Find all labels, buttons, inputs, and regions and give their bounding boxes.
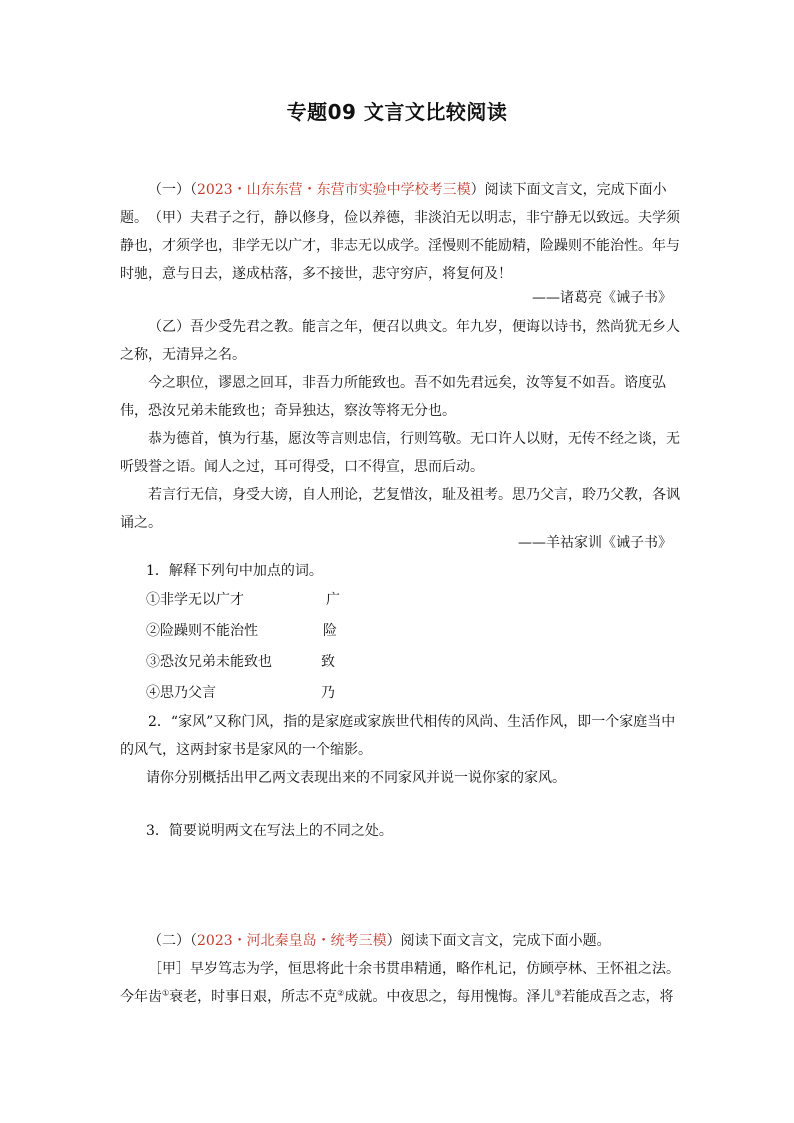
footnote-marker-1: ① bbox=[162, 988, 170, 998]
q1-item-sentence: ③恐汝兄弟未能致也 bbox=[146, 654, 272, 670]
section2-intro-prefix: （二）（ bbox=[148, 933, 197, 949]
section1-jia-attribution: ——诸葛亮《诫子书》 bbox=[532, 290, 672, 306]
q1-item-sentence: ②险躁则不能治性 bbox=[146, 623, 258, 639]
section1-passage-yi-p1: （乙）吾少受先君之教。能言之年，便召以典文。年九岁，便诲以诗书，然尚犹无乡人之称，无清异之名。 bbox=[120, 319, 680, 363]
question-1: 1．解释下列句中加点的词。 bbox=[146, 563, 323, 579]
section2-passage-jia bbox=[120, 955, 680, 1011]
q1-item-word: 致 bbox=[321, 654, 335, 670]
q1-item-word: 险 bbox=[323, 623, 337, 639]
question-3: 3．简要说明两文在写法上的不同之处。 bbox=[146, 823, 393, 839]
section1-intro-suffix: ）阅读下面文言文，完成下面小题。 bbox=[120, 182, 667, 226]
section2-intro-suffix: ）阅读下面文言文，完成下面小题。 bbox=[386, 933, 611, 949]
section2-jia-text-c: 成就。中夜思之，每用愧悔。泽儿 bbox=[344, 989, 555, 1005]
section2-jia-text-d: 若能成吾之志，将 bbox=[561, 989, 674, 1005]
q1-item-sentence: ④思乃父言 bbox=[146, 685, 216, 701]
section1-yi-attribution: ——羊祜家训《诫子书》 bbox=[518, 535, 672, 551]
q1-item-word: 乃 bbox=[321, 685, 335, 701]
question-2: 2．“家风”又称门风，指的是家庭或家族世代相传的风尚、生活作风，即一个家庭当中的风气，这两封家书是家风的一个缩影。 bbox=[120, 714, 676, 758]
q1-item-sentence: ①非学无以广才 bbox=[146, 592, 244, 608]
section1-passage-yi-p2: 今之职位，谬恩之回耳，非吾力所能致也。吾不如先君远矣，汝等复不如吾。谘度弘伟，恐汝兄弟未能致也；奇异独达，察汝等将无分也。 bbox=[120, 375, 666, 419]
question-2-prompt: 请你分别概括出甲乙两文表现出来的不同家风并说一说你家的家风。 bbox=[146, 770, 566, 786]
page-title: 专题09 文言文比较阅读 bbox=[286, 100, 508, 124]
footnote-marker-3: ③ bbox=[554, 988, 562, 998]
section1-passage-yi-p3: 恭为德首，慎为行基，愿汝等言则忠信，行则笃敬。无口许人以财，无传不经之谈，无听毁誉之语。闻人之过，耳可得受，口不得宣，思而后动。 bbox=[120, 431, 680, 475]
section1-intro-prefix: （一）（ bbox=[148, 182, 197, 198]
section2-jia-text-b: 衰老，时事日艰，所志不克 bbox=[169, 989, 338, 1005]
section1-passage-yi-p4: 若言行无信，身受大谤，自人刑论，艺复惜汝，耻及祖考。思乃父言，聆乃父教，各讽诵之。 bbox=[120, 487, 680, 531]
section2-jia-text-a: ［甲］早岁笃志为学，恒思将此十余书贯串精通，略作札记，仿顾亭林、王怀祖之法。今年齿 bbox=[120, 961, 680, 1005]
section1-source: 2023・山东东营・东营市实验中学校考三模 bbox=[197, 182, 471, 198]
footnote-marker-2: ② bbox=[337, 988, 345, 998]
section2-source: 2023・河北秦皇岛・统考三模 bbox=[197, 933, 387, 949]
q1-item-word: 广 bbox=[326, 592, 340, 608]
section2-intro bbox=[120, 927, 680, 955]
section1-passage-jia: （甲）夫君子之行，静以修身，俭以养德，非淡泊无以明志，非宁静无以致远。夫学须静也，才须学也，非学无以广才，非志无以成学。淫慢则不能励精，险躁则不能治性。年与时驰，意与日去，遂成枯落，多不接世，悲守穷庐，将复何及！ bbox=[120, 210, 680, 282]
